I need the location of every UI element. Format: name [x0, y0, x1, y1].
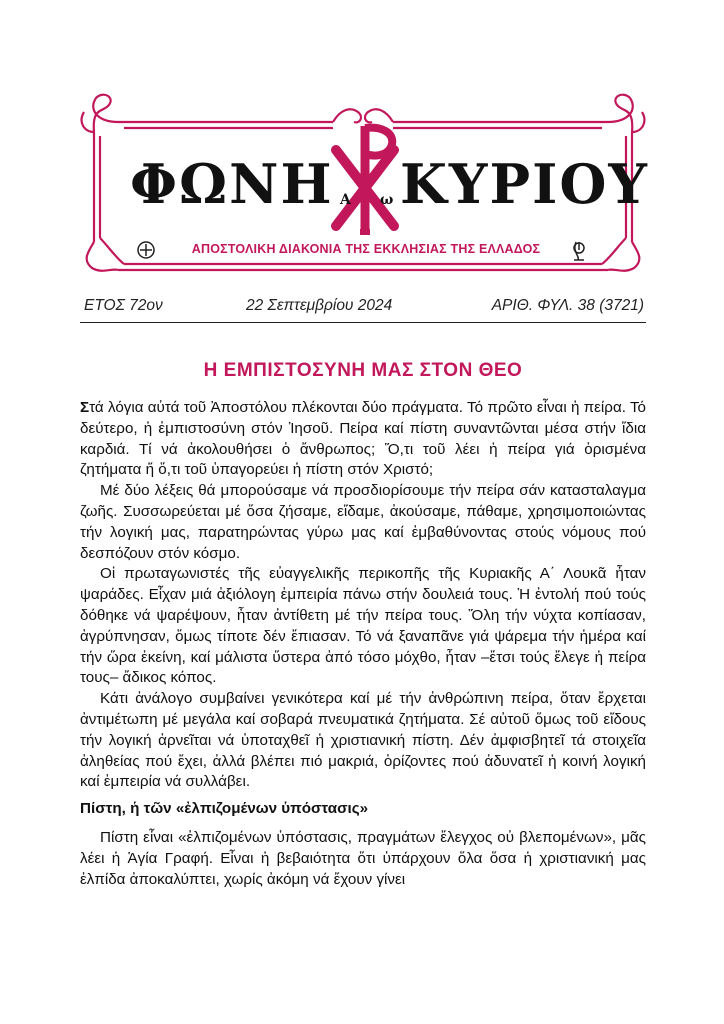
masthead [78, 92, 648, 272]
issue-info-line [84, 297, 644, 319]
chi-rho-icon [336, 126, 394, 232]
article-body [80, 398, 646, 890]
article-paragraph: Πίστη εἶναι «ἐλπιζομένων ὑπόστασις, πραγμάτων ἔλεγχος οὐ βλεπομένων», μᾶς λέει ἡ Ἁγία Γραφή. Εἶναι ἡ βεβαιότητα ὅτι ὑπάρχουν ὅλα ὅσα ἡ χριστιανική μας ἐλπίδα ἀποκαλύπτει, χωρίς ἀκόμη νά ἔχουν γίνει [80, 828, 646, 888]
issue-number: ΑΡΙΘ. ΦΥΛ. 38 (3721) [491, 297, 644, 314]
masthead-subtitle: ΑΠΟΣΤΟΛΙΚΗ ΔΙΑΚΟΝΙΑ ΤΗΣ ΕΚΚΛΗΣΙΑΣ ΤΗΣ ΕΛΛΑΔΟΣ [191, 242, 541, 256]
masthead-title-right: ΚΥΡΙΟΥ [400, 152, 649, 216]
omega-letter: ω [380, 192, 394, 208]
issue-date: 22 Σεπτεμβρίου 2024 [246, 297, 393, 314]
article-paragraph: Στά λόγια αὐτά τοῦ Ἀποστόλου πλέκονται δύο πράγματα. Τό πρῶτο εἶναι ἡ πείρα. Τό δεύτερο, ἡ ἐμπιστοσύνη στόν Ἰησοῦ. Πείρα καί πίστη συναντῶνται μέσα στήν ἴδια καρδιά. Τί νά ἀκολουθήσει ὁ ἄνθρωπος; Ὅ,τι τοῦ λέει ἡ πείρα γιά ὁρισμένα ζητήματα ἤ ὅ,τι τοῦ ὑπαγορεύει ἡ πίστη στόν Χριστό; [80, 399, 646, 479]
dropcap: Σ [80, 399, 90, 416]
alpha-letter: Α [340, 192, 351, 208]
header-divider [80, 322, 646, 323]
article-paragraph: Μέ δύο λέξεις θά μπορούσαμε νά προσδιορίσουμε τήν πείρα σάν κατασταλαγμα ζωῆς. Συσσωρεύεται μέ ὅσα ζήσαμε, εἴδαμε, ἀκούσαμε, πάθαμε, χρησιμοποιώντας τήν λογική μας, παρατηρώντας γύρω μας καί ἐμβαθύνοντας στούς νόμους πού δεσπόζουν στόν κόσμο. [80, 482, 646, 562]
article-subheading: Πίστη, ἡ τῶν «ἐλπιζομένων ὑπόστασις» [80, 800, 369, 818]
article-paragraph: Οἱ πρωταγωνιστές τῆς εὐαγγελικῆς περικοπῆς τῆς Κυριακῆς Α΄ Λουκᾶ ἦταν ψαράδες. Εἶχαν μιά ἀξιόλογη ἐμπειρία πάνω στήν δουλειά τους. Ἡ ἐντολή πού τούς δόθηκε νά ψαρέψουν, ἦταν ἀντίθετη μέ τήν πείρα τους. Ὅλη τήν νύχτα κοπίασαν, ἀγρύπνησαν, ὅμως τίποτε δέν ἔπιασαν. Τό νά ξαναπᾶνε γιά ψάρεμα τήν ἡμέρα καί τήν ὥρα ἐκείνη, καί μάλιστα ὕστερα ἀπό τόσο μόχθο, ἦταν –ἔτσι τούς ἔλεγε ἡ πείρα τους– ἄδικος κόπος. [80, 565, 646, 687]
article-paragraph: Κάτι ἀνάλογο συμβαίνει γενικότερα καί μέ τήν ἀνθρώπινη πείρα, ὅταν ἔρχεται ἀντιμέτωπη μέ μεγάλα καί σοβαρά πνευματικά ζητήματα. Σέ αὐτοῦ ὅμως τοῦ εἴδους τήν λογική ἀρνεῖται νά ὑποταχθεῖ ἡ χριστιανική πίστη. Δέν ἀμφισβητεῖ τά στοιχεῖα ἀληθείας πού ἔχει, ἀλλά βλέπει πιό μακριά, ὁρίζοντες πού ἀδυνατεῖ ἡ κοινή λογική καί ἐμπειρία νά συλλάβει. [80, 690, 646, 791]
article-title: Η ΕΜΠΙΣΤΟΣΥΝΗ ΜΑΣ ΣΤΟΝ ΘΕΟ [203, 360, 523, 381]
issue-year: ΕΤΟΣ 72ον [84, 297, 163, 314]
masthead-title-left: ΦΩΝΗ [130, 152, 334, 216]
